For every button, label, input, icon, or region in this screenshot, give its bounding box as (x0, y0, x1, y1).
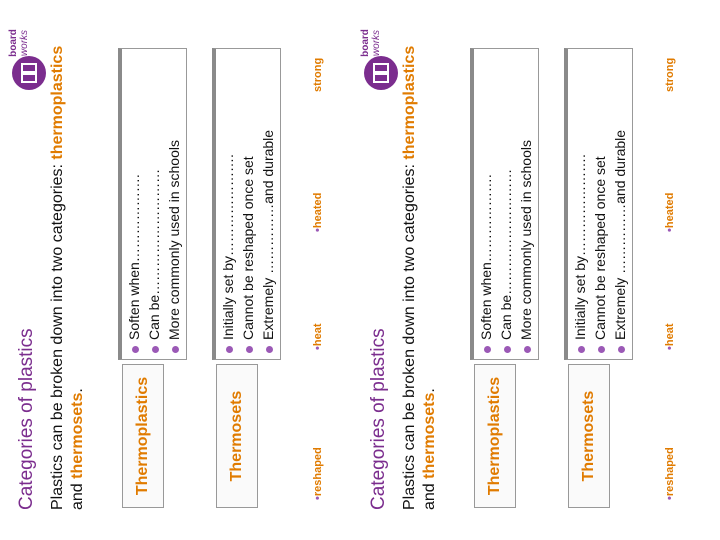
intro-and: and (69, 478, 86, 510)
list-item-text: Cannot be reshaped once set (240, 156, 256, 340)
category-label[interactable]: Thermosets (216, 364, 258, 508)
category-thermoplastics (470, 48, 538, 508)
list-item-text: Can be……………………… (498, 168, 514, 340)
intro-text (400, 40, 440, 510)
word-heat[interactable]: • heat (664, 324, 676, 350)
logo-text (8, 26, 48, 60)
bullet-icon (172, 346, 179, 353)
list-item-text: Extremely ……………and durable (260, 129, 276, 340)
list-item-text: More commonly used in schools (166, 140, 182, 340)
word-heat[interactable]: • heat (312, 324, 324, 350)
list-item (496, 49, 516, 353)
word-strong[interactable]: strong (312, 57, 324, 92)
list-item-text: Extremely ……………and durable (612, 129, 628, 340)
bullet-icon (618, 346, 625, 353)
intro-and: and (421, 478, 438, 510)
category-drop-box[interactable] (118, 48, 187, 360)
category-label[interactable]: Thermoplastics (474, 364, 516, 508)
bullet-icon (504, 346, 511, 353)
list-item-text: More commonly used in schools (518, 140, 534, 340)
intro-prefix: Plastics can be broken down into two categories: (49, 164, 66, 510)
list-item (476, 49, 496, 353)
intro-text (48, 40, 88, 510)
category-drop-box[interactable] (564, 48, 633, 360)
slide-1 (0, 0, 352, 540)
word-strong[interactable]: strong (664, 57, 676, 92)
bullet-icon (132, 346, 139, 353)
logo-word-2: works (371, 29, 382, 57)
intro-end: . (69, 388, 86, 393)
intro-prefix: Plastics can be broken down into two categories: (401, 164, 418, 510)
bullet-icon (524, 346, 531, 353)
logo-word-1: board (8, 29, 19, 57)
bullet-icon (226, 346, 233, 353)
book-icon (12, 56, 46, 90)
bullet-icon (266, 346, 273, 353)
list-item-text: Soften when………………. (126, 174, 142, 340)
logo-text (360, 26, 400, 60)
category-label[interactable]: Thermoplastics (122, 364, 164, 508)
list-item (258, 49, 278, 353)
list-item (610, 49, 630, 353)
word-reshaped[interactable]: • reshaped (312, 447, 324, 500)
word-reshaped[interactable]: • reshaped (664, 447, 676, 500)
list-item (590, 49, 610, 353)
category-drop-box[interactable] (212, 48, 281, 360)
term-thermoplastics: thermoplastics (49, 45, 66, 160)
list-item (124, 49, 144, 353)
category-thermosets (212, 48, 280, 508)
logo-word-2: works (19, 29, 30, 57)
list-item (164, 49, 184, 353)
term-thermosets: thermosets (69, 392, 86, 479)
category-thermoplastics (118, 48, 186, 508)
list-item (516, 49, 536, 353)
logo-word-1: board (360, 29, 371, 57)
word-heated[interactable]: • heated (664, 193, 676, 232)
list-item (144, 49, 164, 353)
category-thermosets (564, 48, 632, 508)
book-icon (364, 56, 398, 90)
bullet-icon (484, 346, 491, 353)
word-bank (664, 40, 688, 500)
list-item-text: Initially set by…………………. (220, 154, 236, 340)
slide-2 (352, 0, 704, 540)
list-item (218, 49, 238, 353)
page-title: Categories of plastics (16, 328, 37, 510)
list-item-text: Cannot be reshaped once set (592, 156, 608, 340)
category-drop-box[interactable] (470, 48, 539, 360)
category-label[interactable]: Thermosets (568, 364, 610, 508)
word-bank (312, 40, 336, 500)
term-thermosets: thermosets (421, 392, 438, 479)
bullet-icon (246, 346, 253, 353)
list-item-text: Initially set by…………………. (572, 154, 588, 340)
list-item (238, 49, 258, 353)
list-item-text: Can be……………………… (146, 168, 162, 340)
bullet-icon (152, 346, 159, 353)
page-title: Categories of plastics (368, 328, 389, 510)
list-item-text: Soften when………………. (478, 174, 494, 340)
bullet-icon (578, 346, 585, 353)
intro-end: . (421, 388, 438, 393)
bullet-icon (598, 346, 605, 353)
term-thermoplastics: thermoplastics (401, 45, 418, 160)
word-heated[interactable]: • heated (312, 193, 324, 232)
list-item (570, 49, 590, 353)
